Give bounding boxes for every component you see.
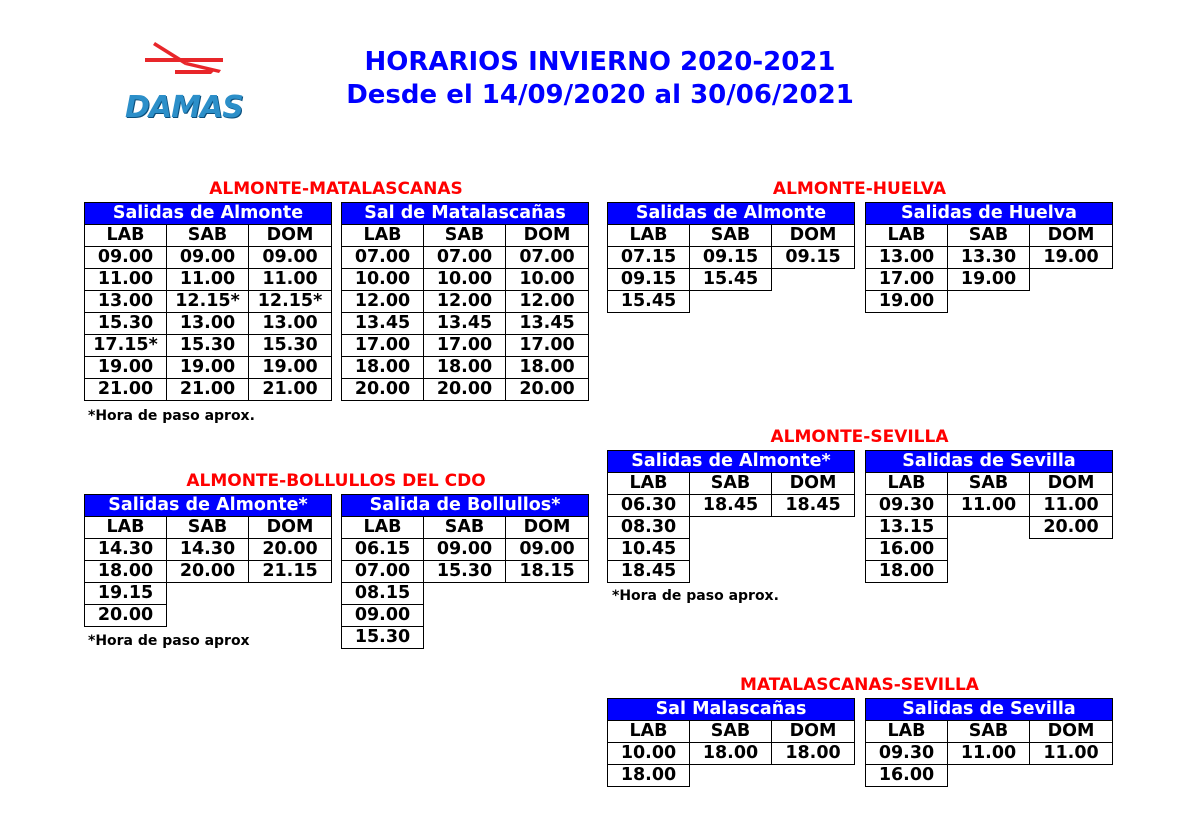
time-cell: 21.00 [167, 379, 249, 401]
table-row [866, 247, 1113, 269]
column-label: SAB [948, 473, 1030, 495]
page-title: HORARIOS INVIERNO 2020-2021 [364, 47, 836, 77]
column-label: DOM [1030, 721, 1113, 743]
table-row [342, 583, 589, 605]
time-cell: 15.30 [85, 313, 167, 335]
empty-cell [772, 561, 855, 583]
empty-cell [506, 627, 589, 649]
time-cell: 09.15 [690, 247, 772, 269]
time-cell: 15.45 [608, 291, 690, 313]
table-header: Salidas de Almonte* [608, 451, 855, 473]
column-label: LAB [866, 721, 948, 743]
column-label: DOM [506, 225, 589, 247]
time-cell: 11.00 [948, 495, 1030, 517]
empty-cell [772, 765, 855, 787]
time-cell: 20.00 [506, 379, 589, 401]
time-cell: 18.00 [608, 765, 690, 787]
note-almonte-bollullos: *Hora de paso aprox [88, 633, 250, 649]
note-almonte-matalascanas: *Hora de paso aprox. [88, 408, 255, 424]
empty-cell [1030, 291, 1113, 313]
time-cell: 13.30 [948, 247, 1030, 269]
time-cell: 18.00 [506, 357, 589, 379]
time-cell: 11.00 [1030, 743, 1113, 765]
time-cell: 11.00 [948, 743, 1030, 765]
time-cell: 18.00 [424, 357, 506, 379]
time-cell: 18.00 [690, 743, 772, 765]
table-row [85, 539, 332, 561]
table-row [85, 247, 332, 269]
empty-cell [948, 561, 1030, 583]
table-row [608, 269, 855, 291]
table-row [342, 539, 589, 561]
empty-cell [424, 605, 506, 627]
time-cell: 11.00 [249, 269, 332, 291]
table-row [85, 583, 332, 605]
table-row [342, 379, 589, 401]
column-label: LAB [608, 473, 690, 495]
time-cell: 19.00 [866, 291, 948, 313]
route-title-matalascanas-sevilla: MATALASCANAS-SEVILLA [740, 675, 979, 695]
column-label: DOM [772, 721, 855, 743]
table-row [342, 291, 589, 313]
empty-cell [506, 583, 589, 605]
time-cell: 18.45 [690, 495, 772, 517]
table-row [608, 561, 855, 583]
time-cell: 19.00 [167, 357, 249, 379]
time-cell: 13.00 [866, 247, 948, 269]
note-almonte-sevilla: *Hora de paso aprox. [612, 588, 779, 604]
time-cell: 09.30 [866, 495, 948, 517]
table-row [85, 313, 332, 335]
column-label: LAB [342, 225, 424, 247]
table-almonte-bollullos-from-bollullos [341, 494, 589, 649]
empty-cell [424, 583, 506, 605]
time-cell: 10.00 [506, 269, 589, 291]
time-cell: 11.00 [167, 269, 249, 291]
empty-cell [690, 291, 772, 313]
time-cell: 13.45 [342, 313, 424, 335]
time-cell: 18.00 [85, 561, 167, 583]
empty-cell [948, 539, 1030, 561]
table-row [866, 517, 1113, 539]
page-subtitle: Desde el 14/09/2020 al 30/06/2021 [346, 80, 854, 110]
time-cell: 20.00 [1030, 517, 1113, 539]
empty-cell [772, 539, 855, 561]
time-cell: 10.00 [424, 269, 506, 291]
empty-cell [690, 561, 772, 583]
column-label: DOM [249, 225, 332, 247]
table-row [608, 743, 855, 765]
table-row [342, 335, 589, 357]
table-almonte-sevilla-from-sevilla [865, 450, 1113, 583]
time-cell: 15.30 [249, 335, 332, 357]
time-cell: 11.00 [1030, 495, 1113, 517]
time-cell: 18.00 [342, 357, 424, 379]
table-header: Salidas de Sevilla [866, 699, 1113, 721]
column-label: LAB [608, 225, 690, 247]
time-cell: 20.00 [249, 539, 332, 561]
empty-cell [1030, 269, 1113, 291]
time-cell: 20.00 [424, 379, 506, 401]
time-cell: 19.00 [1030, 247, 1113, 269]
table-row [608, 539, 855, 561]
empty-cell [772, 517, 855, 539]
time-cell: 15.45 [690, 269, 772, 291]
time-cell: 12.00 [342, 291, 424, 313]
column-label: DOM [772, 473, 855, 495]
time-cell: 19.00 [249, 357, 332, 379]
empty-cell [772, 269, 855, 291]
time-cell: 17.00 [866, 269, 948, 291]
logo-text: DAMAS [125, 90, 243, 125]
table-row [342, 357, 589, 379]
column-label: SAB [424, 225, 506, 247]
table-almonte-matalascanas-from-almonte [84, 202, 332, 401]
time-cell: 12.15* [167, 291, 249, 313]
time-cell: 09.30 [866, 743, 948, 765]
table-row [866, 765, 1113, 787]
time-cell: 15.30 [342, 627, 424, 649]
time-cell: 20.00 [342, 379, 424, 401]
time-cell: 13.15 [866, 517, 948, 539]
table-header: Salidas de Sevilla [866, 451, 1113, 473]
time-cell: 19.00 [85, 357, 167, 379]
time-cell: 18.45 [772, 495, 855, 517]
time-cell: 07.00 [424, 247, 506, 269]
time-cell: 19.00 [948, 269, 1030, 291]
empty-cell [167, 583, 249, 605]
empty-cell [690, 539, 772, 561]
time-cell: 14.30 [85, 539, 167, 561]
time-cell: 18.00 [772, 743, 855, 765]
table-header: Salida de Bollullos* [342, 495, 589, 517]
time-cell: 14.30 [167, 539, 249, 561]
time-cell: 13.45 [424, 313, 506, 335]
route-title-almonte-sevilla: ALMONTE-SEVILLA [770, 427, 949, 447]
empty-cell [772, 291, 855, 313]
empty-cell [249, 605, 332, 627]
column-label: DOM [506, 517, 589, 539]
time-cell: 13.00 [85, 291, 167, 313]
time-cell: 10.00 [608, 743, 690, 765]
table-matalascanas-sevilla-from-matalascanas [607, 698, 855, 787]
time-cell: 09.15 [608, 269, 690, 291]
column-label: DOM [249, 517, 332, 539]
time-cell: 21.00 [249, 379, 332, 401]
time-cell: 08.15 [342, 583, 424, 605]
column-label: SAB [948, 225, 1030, 247]
column-label: SAB [424, 517, 506, 539]
time-cell: 21.15 [249, 561, 332, 583]
table-header: Sal Malascañas [608, 699, 855, 721]
table-row [608, 495, 855, 517]
time-cell: 17.00 [506, 335, 589, 357]
time-cell: 20.00 [85, 605, 167, 627]
column-label: LAB [342, 517, 424, 539]
time-cell: 13.00 [249, 313, 332, 335]
table-row [342, 313, 589, 335]
column-label: LAB [866, 473, 948, 495]
column-label: SAB [690, 473, 772, 495]
route-title-almonte-bollullos: ALMONTE-BOLLULLOS DEL CDO [186, 471, 486, 491]
column-label: LAB [85, 225, 167, 247]
time-cell: 07.00 [342, 247, 424, 269]
time-cell: 18.45 [608, 561, 690, 583]
column-label: DOM [1030, 225, 1113, 247]
column-label: LAB [85, 517, 167, 539]
column-label: DOM [772, 225, 855, 247]
table-header: Salidas de Huelva [866, 203, 1113, 225]
table-row [85, 379, 332, 401]
time-cell: 07.15 [608, 247, 690, 269]
time-cell: 10.00 [342, 269, 424, 291]
time-cell: 20.00 [167, 561, 249, 583]
empty-cell [506, 605, 589, 627]
time-cell: 21.00 [85, 379, 167, 401]
empty-cell [1030, 765, 1113, 787]
empty-cell [424, 627, 506, 649]
table-row [866, 539, 1113, 561]
time-cell: 09.00 [342, 605, 424, 627]
column-label: SAB [167, 517, 249, 539]
time-cell: 12.15* [249, 291, 332, 313]
column-label: LAB [608, 721, 690, 743]
time-cell: 19.15 [85, 583, 167, 605]
table-row [85, 269, 332, 291]
table-row [608, 247, 855, 269]
table-almonte-sevilla-from-almonte [607, 450, 855, 583]
table-row [342, 269, 589, 291]
time-cell: 07.00 [506, 247, 589, 269]
time-cell: 16.00 [866, 765, 948, 787]
table-matalascanas-sevilla-from-sevilla [865, 698, 1113, 787]
column-label: SAB [690, 721, 772, 743]
column-label: SAB [167, 225, 249, 247]
time-cell: 18.00 [866, 561, 948, 583]
damas-arrow-icon [145, 40, 225, 85]
empty-cell [948, 291, 1030, 313]
time-cell: 15.30 [167, 335, 249, 357]
table-row [608, 765, 855, 787]
empty-cell [1030, 561, 1113, 583]
table-row [866, 743, 1113, 765]
time-cell: 09.00 [424, 539, 506, 561]
empty-cell [948, 517, 1030, 539]
time-cell: 17.15* [85, 335, 167, 357]
empty-cell [948, 765, 1030, 787]
empty-cell [690, 765, 772, 787]
table-header: Salidas de Almonte* [85, 495, 332, 517]
table-row [866, 269, 1113, 291]
table-row [342, 561, 589, 583]
table-almonte-matalascanas-from-matalascanas [341, 202, 589, 401]
time-cell: 06.30 [608, 495, 690, 517]
time-cell: 10.45 [608, 539, 690, 561]
column-label: DOM [1030, 473, 1113, 495]
time-cell: 18.15 [506, 561, 589, 583]
table-almonte-huelva-from-almonte [607, 202, 855, 313]
column-label: SAB [948, 721, 1030, 743]
route-title-almonte-matalascanas: ALMONTE-MATALASCANAS [209, 179, 463, 199]
time-cell: 17.00 [424, 335, 506, 357]
time-cell: 17.00 [342, 335, 424, 357]
table-row [85, 605, 332, 627]
time-cell: 07.00 [342, 561, 424, 583]
table-row [85, 357, 332, 379]
time-cell: 16.00 [866, 539, 948, 561]
time-cell: 12.00 [506, 291, 589, 313]
table-row [608, 517, 855, 539]
time-cell: 11.00 [85, 269, 167, 291]
table-almonte-bollullos-from-almonte [84, 494, 332, 627]
table-row [85, 291, 332, 313]
table-row [85, 335, 332, 357]
table-row [342, 605, 589, 627]
table-header: Salidas de Almonte [85, 203, 332, 225]
time-cell: 09.00 [167, 247, 249, 269]
table-row [866, 291, 1113, 313]
table-header: Salidas de Almonte [608, 203, 855, 225]
time-cell: 08.30 [608, 517, 690, 539]
empty-cell [1030, 539, 1113, 561]
column-label: SAB [690, 225, 772, 247]
time-cell: 09.00 [506, 539, 589, 561]
table-row [866, 561, 1113, 583]
damas-logo [125, 40, 255, 130]
empty-cell [167, 605, 249, 627]
empty-cell [690, 517, 772, 539]
table-row [342, 247, 589, 269]
time-cell: 15.30 [424, 561, 506, 583]
time-cell: 06.15 [342, 539, 424, 561]
table-row [85, 561, 332, 583]
time-cell: 09.15 [772, 247, 855, 269]
table-row [866, 495, 1113, 517]
table-row [342, 627, 589, 649]
table-header: Sal de Matalascañas [342, 203, 589, 225]
time-cell: 09.00 [249, 247, 332, 269]
time-cell: 13.00 [167, 313, 249, 335]
time-cell: 09.00 [85, 247, 167, 269]
time-cell: 12.00 [424, 291, 506, 313]
route-title-almonte-huelva: ALMONTE-HUELVA [772, 179, 947, 199]
column-label: LAB [866, 225, 948, 247]
time-cell: 13.45 [506, 313, 589, 335]
table-row [608, 291, 855, 313]
empty-cell [249, 583, 332, 605]
table-almonte-huelva-from-huelva [865, 202, 1113, 313]
